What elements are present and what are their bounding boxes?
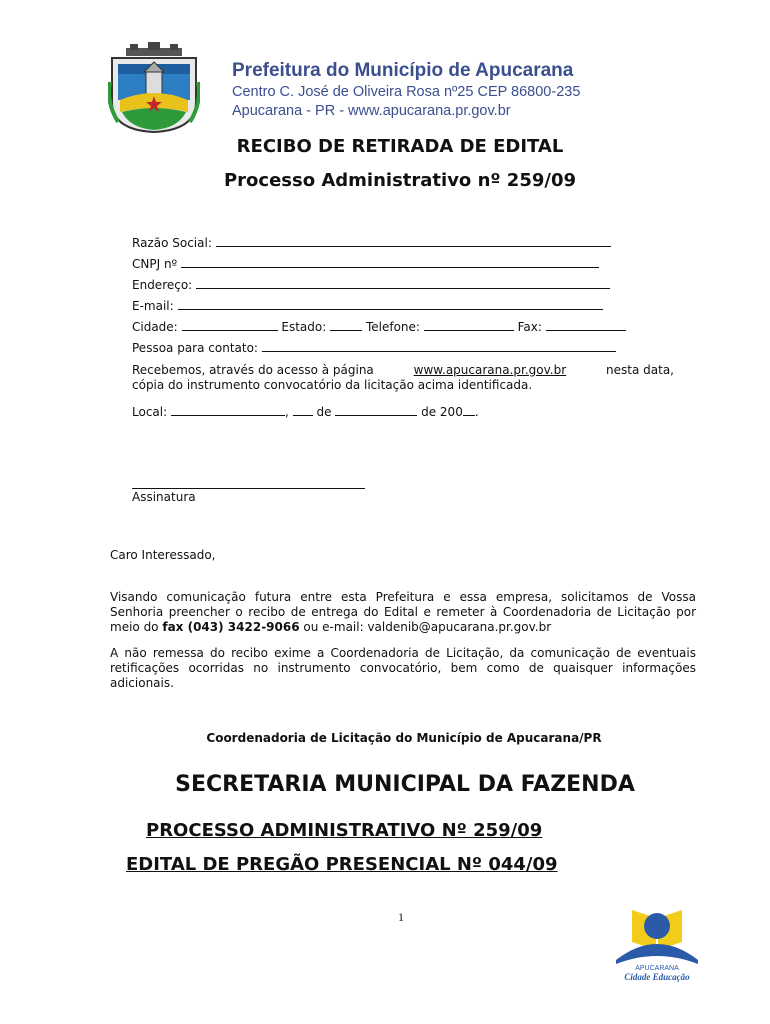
field-label: E-mail:	[132, 299, 174, 313]
field-razao-social	[132, 236, 611, 250]
field-label: Cidade:	[132, 320, 178, 334]
field-label: Pessoa para contato:	[132, 341, 258, 355]
letter-paragraph-1	[110, 590, 696, 635]
blank-line	[546, 320, 626, 331]
field-label: Estado:	[281, 320, 327, 334]
blank-line	[262, 341, 616, 352]
field-label: CNPJ nº	[132, 257, 178, 271]
field-label: de	[316, 405, 332, 419]
field-cidade-row	[132, 320, 626, 334]
letter-paragraph-2: A não remessa do recibo exime a Coordenadoria de Licitação, da comunicação de eventuais retificações ocorridas no instrumento convocatório, bem como de quaisquer informações adicionais.	[110, 646, 696, 690]
blank-line	[216, 236, 611, 247]
blank-line	[178, 299, 603, 310]
blank-line	[171, 405, 285, 416]
page-number: 1	[398, 910, 404, 924]
receipt-title: RECIBO DE RETIRADA DE EDITAL	[236, 136, 564, 157]
blank-line	[463, 405, 475, 416]
processo-heading: PROCESSO ADMINISTRATIVO Nº 259/09	[146, 820, 543, 841]
blank-line	[182, 320, 278, 331]
blank-line	[196, 278, 610, 289]
website-link[interactable]: www.apucarana.pr.gov.br	[413, 363, 567, 377]
blank-line	[181, 257, 599, 268]
paragraph-text: ou e-mail: valdenib@apucarana.pr.gov.br	[303, 620, 552, 634]
blank-line	[335, 405, 417, 416]
statement-text: cópia do instrumento convocatório da licitação acima identificada.	[132, 378, 533, 392]
blank-line	[424, 320, 514, 331]
statement-text: nesta data,	[606, 363, 674, 377]
municipal-crest-logo	[108, 42, 200, 134]
field-cnpj	[132, 257, 599, 271]
letter-signoff: Coordenadoria de Licitação do Município de Apucarana/PR	[206, 731, 602, 745]
header-website: Apucarana - PR - www.apucarana.pr.gov.br	[232, 103, 511, 119]
field-label: Local:	[132, 405, 168, 419]
logo-text: APUCARANA	[635, 965, 679, 972]
receipt-process: Processo Administrativo nº 259/09	[223, 170, 576, 191]
blank-line	[293, 405, 313, 416]
signature-label: Assinatura	[132, 490, 196, 504]
edital-heading: EDITAL DE PREGÃO PRESENCIAL Nº 044/09	[126, 854, 558, 875]
statement-text: Recebemos, através do acesso à página	[132, 363, 374, 377]
apucarana-cidade-educacao-logo	[612, 904, 702, 984]
paragraph-text: Visando comunicação futura entre esta Prefeitura e essa empresa, solicitamos de Vossa Senhoria preencher o recibo de entrega do Edital e remeter à Coordenadoria de Licitação por meio do	[110, 590, 696, 634]
signature-line	[132, 488, 365, 489]
field-label: Fax:	[517, 320, 542, 334]
field-email	[132, 299, 603, 313]
field-endereco	[132, 278, 610, 292]
header-title: Prefeitura do Município de Apucarana	[232, 60, 574, 81]
field-label: de 200	[421, 405, 463, 419]
letter-greeting: Caro Interessado,	[110, 548, 216, 562]
secretaria-heading: SECRETARIA MUNICIPAL DA FAZENDA	[175, 772, 635, 797]
field-label: Telefone:	[365, 320, 420, 334]
receipt-statement	[132, 363, 674, 393]
field-label: Razão Social:	[132, 236, 212, 250]
field-label: Endereço:	[132, 278, 193, 292]
field-contato	[132, 341, 616, 355]
header-address: Centro C. José de Oliveira Rosa nº25 CEP 86800-235	[232, 84, 581, 100]
field-local-date: Local: , de de 200 .	[132, 405, 479, 419]
fax-number: fax (043) 3422-9066	[162, 620, 300, 634]
logo-text: Cidade Educação	[624, 972, 690, 982]
blank-line	[330, 320, 362, 331]
